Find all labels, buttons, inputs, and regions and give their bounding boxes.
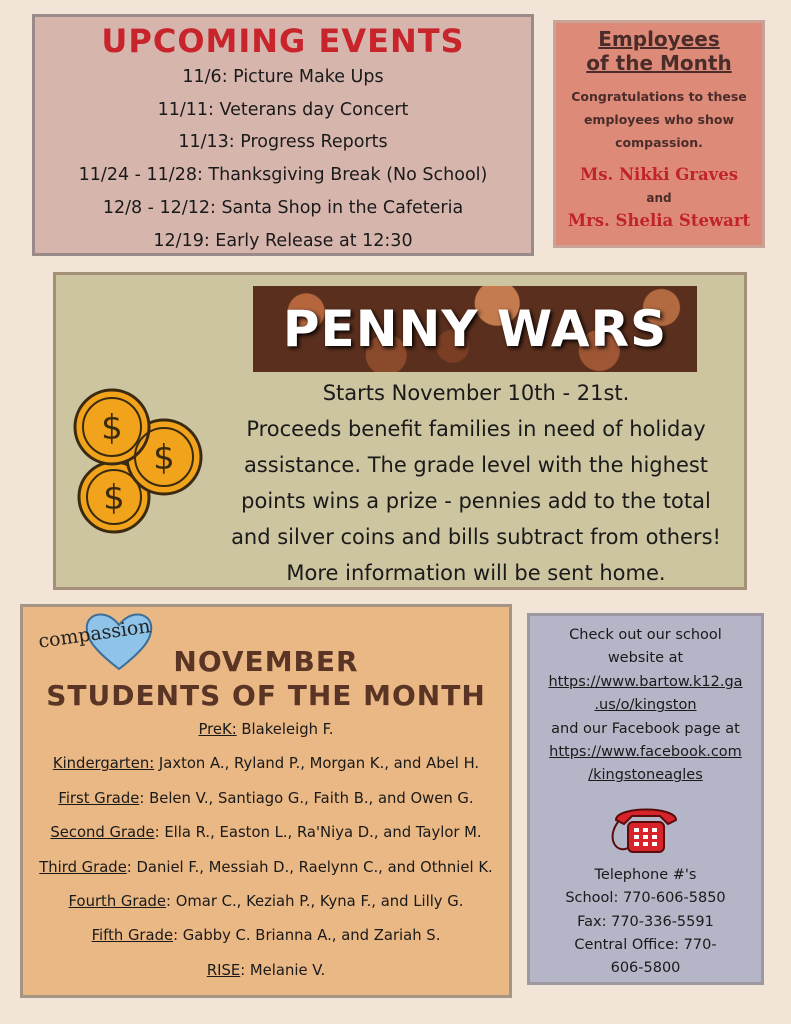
employees-and: and	[646, 191, 672, 205]
grade-separator: :	[139, 789, 145, 807]
employee-name: Ms. Nikki Graves	[579, 165, 739, 184]
coins-icon	[68, 385, 208, 535]
student-row	[23, 919, 509, 953]
grade-label: RISE	[206, 961, 241, 979]
facebook-link[interactable]: /kingstoneagles	[588, 767, 703, 784]
grade-label: Fifth Grade	[91, 927, 174, 945]
student-names: Gabby C. Brianna A., and Zariah S.	[178, 927, 441, 945]
event-item: 11/24 - 11/28: Thanksgiving Break (No School)	[78, 165, 488, 186]
grade-separator: :	[173, 927, 179, 945]
event-item: 11/13: Progress Reports	[178, 132, 388, 153]
info-text: Check out our school	[569, 627, 722, 643]
grade-label: Fourth Grade	[68, 893, 167, 911]
penny-line: and silver coins and bills subtract from others!	[231, 525, 721, 549]
penny-line: points wins a prize - pennies add to the total	[241, 489, 711, 513]
student-row	[23, 747, 509, 781]
telephone-icon	[610, 798, 682, 856]
grade-separator: :	[166, 893, 172, 911]
penny-wars-title: PENNY WARS	[282, 300, 668, 358]
penny-line: assistance. The grade level with the highest	[243, 453, 709, 477]
students-title-line2: STUDENTS OF THE MONTH	[46, 679, 486, 712]
employees-heading-line: Employees	[598, 27, 720, 51]
upcoming-events-panel	[32, 14, 534, 256]
event-item: 12/8 - 12/12: Santa Shop in the Cafeteria	[102, 197, 464, 218]
employees-heading	[556, 27, 762, 75]
employees-message-line: employees who show	[583, 112, 735, 127]
grade-label: Kindergarten:	[52, 755, 155, 773]
contact-info-panel	[527, 613, 764, 985]
employees-message-line: Congratulations to these	[571, 89, 747, 104]
grade-label: PreK:	[198, 721, 237, 738]
student-row	[23, 816, 509, 850]
svg-text:$: $	[101, 408, 123, 448]
student-names: Daniel F., Messiah D., Raelynn C., and Othniel K.	[131, 858, 493, 876]
employees-heading-line: of the Month	[586, 51, 732, 75]
grade-separator: :	[240, 961, 246, 979]
grade-separator: :	[154, 824, 160, 842]
compassion-badge: compassion	[37, 615, 152, 653]
grade-label: Third Grade	[39, 858, 127, 876]
penny-wars-panel	[53, 272, 747, 590]
penny-wars-description	[216, 375, 736, 591]
student-row	[23, 954, 509, 988]
student-names: Belen V., Santiago G., Faith B., and Owen G.	[144, 789, 474, 807]
penny-line: Proceeds benefit families in need of holiday	[246, 417, 706, 441]
students-of-month-panel	[20, 604, 512, 998]
employee-name: Mrs. Shelia Stewart	[567, 211, 751, 230]
facebook-link[interactable]: https://www.facebook.com	[549, 744, 742, 761]
student-row	[23, 782, 509, 816]
website-link[interactable]: https://www.bartow.k12.ga	[548, 673, 743, 690]
student-names: Melanie V.	[245, 961, 326, 979]
student-names: Ella R., Easton L., Ra'Niya D., and Taylor M.	[159, 824, 482, 842]
event-item: 12/19: Early Release at 12:30	[153, 230, 413, 251]
central-office-phone: Central Office: 770-	[574, 937, 717, 954]
upcoming-events-title: UPCOMING EVENTS	[101, 22, 465, 60]
grade-separator: :	[126, 858, 132, 876]
event-item: 11/11: Veterans day Concert	[157, 99, 409, 120]
employees-message	[556, 85, 762, 154]
student-names: Jaxton A., Ryland P., Morgan K., and Abel H.	[154, 755, 480, 773]
student-row	[23, 885, 509, 919]
info-text: website at	[607, 650, 684, 667]
employees-message-line: compassion.	[615, 135, 703, 150]
student-names: Omar C., Keziah P., Kyna F., and Lilly G.	[171, 893, 464, 911]
student-row	[23, 851, 509, 885]
student-row	[23, 713, 509, 747]
fax-number: Fax: 770-336-5591	[577, 913, 714, 930]
school-phone: School: 770-606-5850	[565, 890, 726, 907]
student-names: Blakeleigh F.	[236, 721, 334, 738]
penny-line: More information will be sent home.	[286, 561, 666, 585]
info-text: and our Facebook page at	[551, 720, 740, 737]
svg-text:$: $	[103, 478, 125, 518]
event-item: 11/6: Picture Make Ups	[182, 67, 384, 87]
students-title-line1: NOVEMBER	[173, 645, 359, 678]
website-link[interactable]: .us/o/kingston	[594, 697, 697, 714]
penny-line: Starts November 10th - 21st.	[322, 381, 630, 405]
penny-wars-banner	[253, 286, 697, 372]
employees-of-month-panel	[553, 20, 765, 248]
central-office-phone: 606-5800	[610, 960, 681, 977]
grade-label: First Grade	[58, 789, 140, 807]
grade-label: Second Grade	[50, 824, 155, 842]
phone-heading: Telephone #'s	[594, 866, 697, 883]
svg-text:$: $	[153, 438, 175, 478]
